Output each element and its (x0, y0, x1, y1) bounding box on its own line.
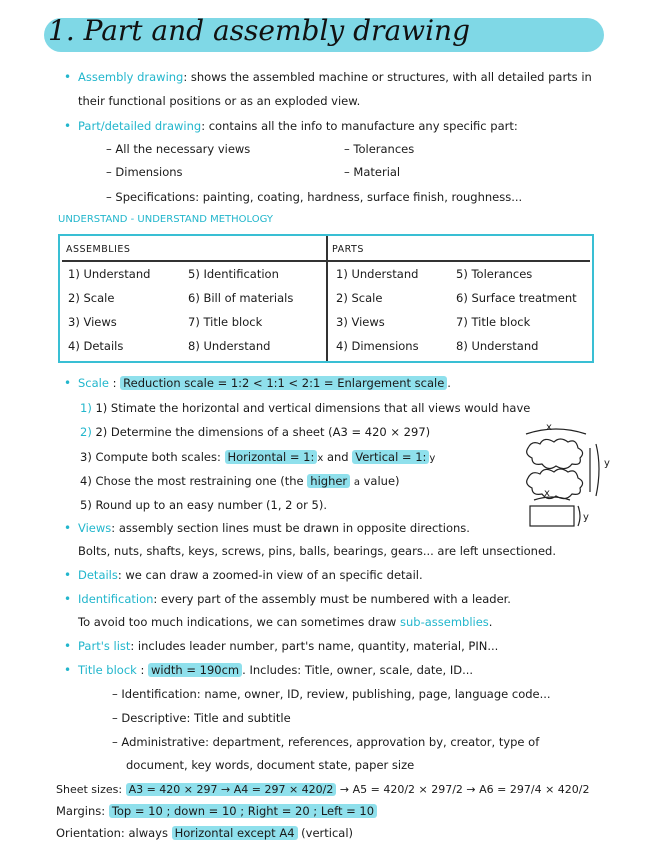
method-label: UNDERSTAND - UNDERSTAND METHOLOGY (58, 214, 273, 225)
scale-step: 2) 2) Determine the dimensions of a sheet (A3 = 420 × 297) (80, 425, 431, 439)
assembly-drawing-term: Assembly drawing (78, 70, 184, 84)
bullet-dot: • (64, 119, 72, 133)
table-cell: 6) Bill of materials (188, 291, 294, 305)
bullet-dot: • (64, 70, 72, 84)
table-divider (326, 236, 328, 361)
table-cell: 3) Views (68, 315, 117, 329)
scale-highlight: Reduction scale = 1:2 < 1:1 < 2:1 = Enlargement scale (120, 376, 447, 390)
list-item: – Identification: name, owner, ID, review, publishing, page, language code... (112, 687, 551, 701)
list-item: – Specifications: painting, coating, hardness, surface finish, roughness... (106, 190, 523, 204)
part-drawing-term: Part/detailed drawing (78, 119, 202, 133)
part-drawing-text: : contains all the info to manufacture any specific part: (201, 119, 518, 133)
sheet-sizes-line: Sheet sizes: A3 = 420 × 297 → A4 = 297 × 420/2 → A5 = 420/2 × 297/2 → A6 = 297/4 × 420/2 (56, 783, 590, 796)
bullet-dot: • (64, 592, 72, 606)
list-item: – Material (344, 165, 401, 179)
table-cell: 7) Title block (188, 315, 263, 329)
bullet-dot: • (64, 568, 72, 582)
margins-line: Margins: Top = 10 ; down = 10 ; Right = 20 ; Left = 10 (56, 806, 377, 818)
table-cell: 4) Dimensions (336, 339, 419, 353)
table-cell: 2) Scale (68, 291, 115, 305)
page-title: 1. Part and assembly drawing (48, 14, 471, 47)
assembly-drawing-line2: their functional positions or as an exploded view. (78, 94, 361, 108)
title-block-line: Title block : width = 190cm . Includes: Title, owner, scale, date, ID... (78, 663, 474, 677)
table-cell: 8) Understand (456, 339, 539, 353)
bullet-dot: • (64, 521, 72, 535)
parts-header: PARTS (332, 244, 364, 255)
scale-step: 5) Round up to an easy number (1, 2 or 5). (80, 498, 328, 512)
scale-step: 3) Compute both scales: Horizontal = 1: x and Vertical = 1: y (80, 450, 436, 464)
table-cell: 6) Surface treatment (456, 291, 577, 305)
bullet-dot: • (64, 663, 72, 677)
scale-sketch (518, 420, 628, 538)
part-drawing-line (78, 121, 518, 133)
list-item: – All the necessary views (106, 142, 251, 156)
sketch-label: x (546, 422, 552, 433)
bullet-dot: • (64, 376, 72, 390)
identification-line2: To avoid too much indications, we can sometimes draw sub-assemblies. (78, 615, 493, 629)
scale-step: 4) Chose the most restraining one (the higher a value) (80, 474, 400, 488)
views-line2: Bolts, nuts, shafts, keys, screws, pins, balls, bearings, gears... are left unsectioned. (78, 544, 556, 558)
assemblies-header: ASSEMBLIES (66, 244, 131, 255)
table-cell: 5) Identification (188, 267, 279, 281)
list-item: – Administrative: department, references, approvation by, creator, type of (112, 735, 540, 749)
assembly-drawing-line (78, 72, 592, 84)
bullet-dot: • (64, 639, 72, 653)
list-item: document, key words, document state, paper size (126, 758, 415, 772)
table-cell: 3) Views (336, 315, 385, 329)
scale-line: Scale : Reduction scale = 1:2 < 1:1 < 2:1 = Enlargement scale . (78, 376, 451, 390)
list-item: – Dimensions (106, 165, 183, 179)
list-item: – Descriptive: Title and subtitle (112, 711, 291, 725)
table-cell: 4) Details (68, 339, 124, 353)
table-cell: 7) Title block (456, 315, 531, 329)
orientation-line: Orientation: always Horizontal except A4 (vertical) (56, 826, 354, 840)
details-line: Details: we can draw a zoomed-in view of an specific detail. (78, 568, 423, 582)
table-cell: 1) Understand (68, 267, 151, 281)
list-item: – Tolerances (344, 142, 415, 156)
views-line: Views: assembly section lines must be drawn in opposite directions. (78, 521, 470, 535)
table-cell: 5) Tolerances (456, 267, 533, 281)
table-cell: 8) Understand (188, 339, 271, 353)
table-cell: 2) Scale (336, 291, 383, 305)
identification-line: Identification: every part of the assembly must be numbered with a leader. (78, 592, 511, 606)
table-cell: 1) Understand (336, 267, 419, 281)
table-header-line (62, 260, 590, 262)
sketch-label: y (583, 512, 589, 523)
parts-list-line: Part's list: includes leader number, part's name, quantity, material, PIN... (78, 639, 499, 653)
assembly-drawing-text: : shows the assembled machine or structures, with all detailed parts in (183, 70, 592, 84)
scale-step: 1) 1) Stimate the horizontal and vertical dimensions that all views would have (80, 401, 531, 415)
sketch-label: y (604, 458, 610, 469)
sketch-label: x (544, 488, 550, 499)
